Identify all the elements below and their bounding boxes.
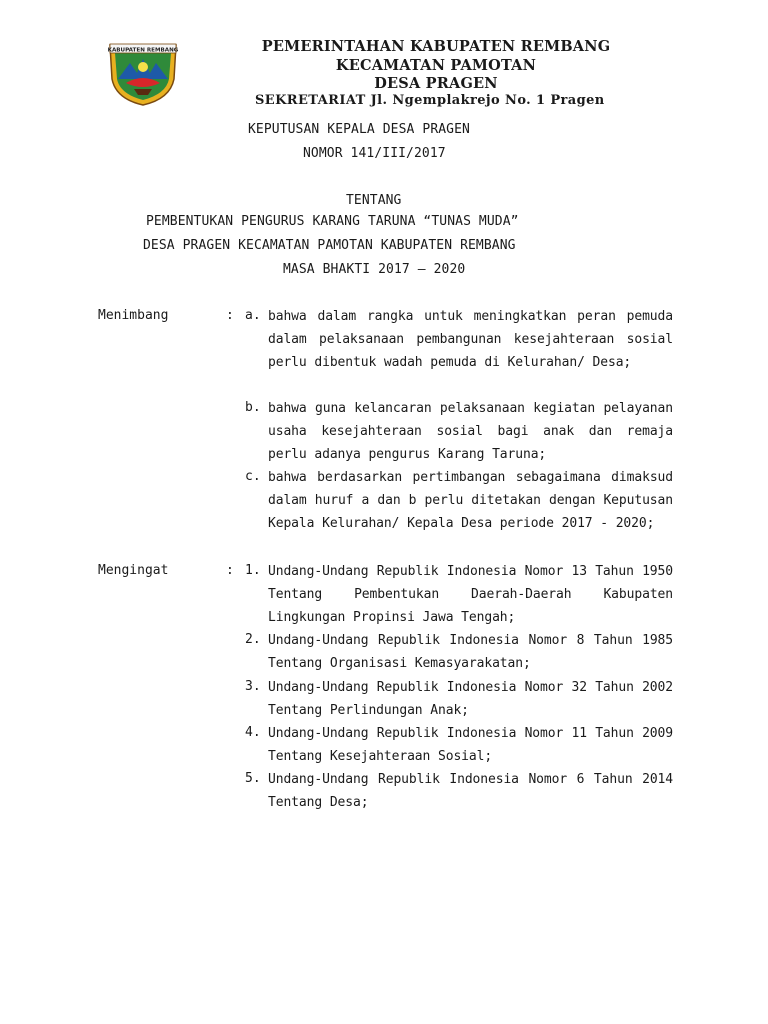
mengingat-marker: 1. [245, 563, 261, 578]
menimbang-item: bahwa berdasarkan pertimbangan sebagaimana dimaksud dalam huruf a dan b perlu ditetakan dengan Keputusan Kepala Kelurahan/ Kepala Desa periode 2017 - 2020; [268, 470, 673, 531]
mengingat-item: Undang-Undang Republik Indonesia Nomor 6 Tahun 2014 Tentang Desa; [268, 772, 673, 810]
decision-subject-line-3: MASA BHAKTI 2017 – 2020 [283, 262, 466, 277]
mengingat-item: Undang-Undang Republik Indonesia Nomor 13 Tahun 1950 Tentang Pembentukan Daerah-Daerah Kabupaten Lingkungan Propinsi Jawa Tengah; [268, 564, 673, 625]
letterhead-village: DESA PRAGEN [374, 75, 498, 92]
decision-number: NOMOR 141/III/2017 [303, 146, 446, 161]
letterhead-district: KECAMATAN PAMOTAN [335, 57, 537, 74]
letterhead-government: PEMERINTAHAN KABUPATEN REMBANG [261, 38, 611, 55]
mengingat-item: Undang-Undang Republik Indonesia Nomor 32 Tahun 2002 Tentang Perlindungan Anak; [268, 680, 673, 718]
regency-logo-icon [104, 39, 182, 107]
mengingat-marker: 5. [245, 771, 261, 786]
mengingat-marker: 4. [245, 725, 261, 740]
logo-caption: KABUPATEN REMBANG [107, 47, 179, 54]
menimbang-item: bahwa guna kelancaran pelaksanaan kegiatan pelayanan usaha kesejahteraan sosial bagi anak dan remaja perlu adanya pengurus Karang Taruna; [268, 401, 673, 462]
decision-title: KEPUTUSAN KEPALA DESA PRAGEN [248, 122, 470, 137]
menimbang-marker: c. [245, 469, 261, 484]
mengingat-colon: : [226, 563, 234, 578]
menimbang-marker: a. [245, 308, 261, 323]
decision-subject-line-2: DESA PRAGEN KECAMATAN PAMOTAN KABUPATEN REMBANG [143, 238, 516, 253]
menimbang-colon: : [226, 308, 234, 323]
mengingat-label: Mengingat [98, 563, 169, 578]
menimbang-item: bahwa dalam rangka untuk meningkatkan peran pemuda dalam pelaksanaan pembangunan kesejahteraan sosial perlu dibentuk wadah pemuda di Kelurahan/ Desa; [268, 309, 673, 370]
mengingat-item: Undang-Undang Republik Indonesia Nomor 11 Tahun 2009 Tentang Kesejahteraan Sosial; [268, 726, 673, 764]
mengingat-marker: 2. [245, 632, 261, 647]
menimbang-label: Menimbang [98, 308, 169, 323]
decision-subject-line-1: PEMBENTUKAN PENGURUS KARANG TARUNA “TUNAS MUDA” [146, 214, 519, 229]
mengingat-item: Undang-Undang Republik Indonesia Nomor 8 Tahun 1985 Tentang Organisasi Kemasyarakatan; [268, 633, 673, 671]
decision-about: TENTANG [346, 193, 402, 208]
letterhead-address: SEKRETARIAT Jl. Ngemplakrejo No. 1 Pragen [255, 93, 605, 108]
mengingat-marker: 3. [245, 679, 261, 694]
menimbang-marker: b. [245, 400, 261, 415]
